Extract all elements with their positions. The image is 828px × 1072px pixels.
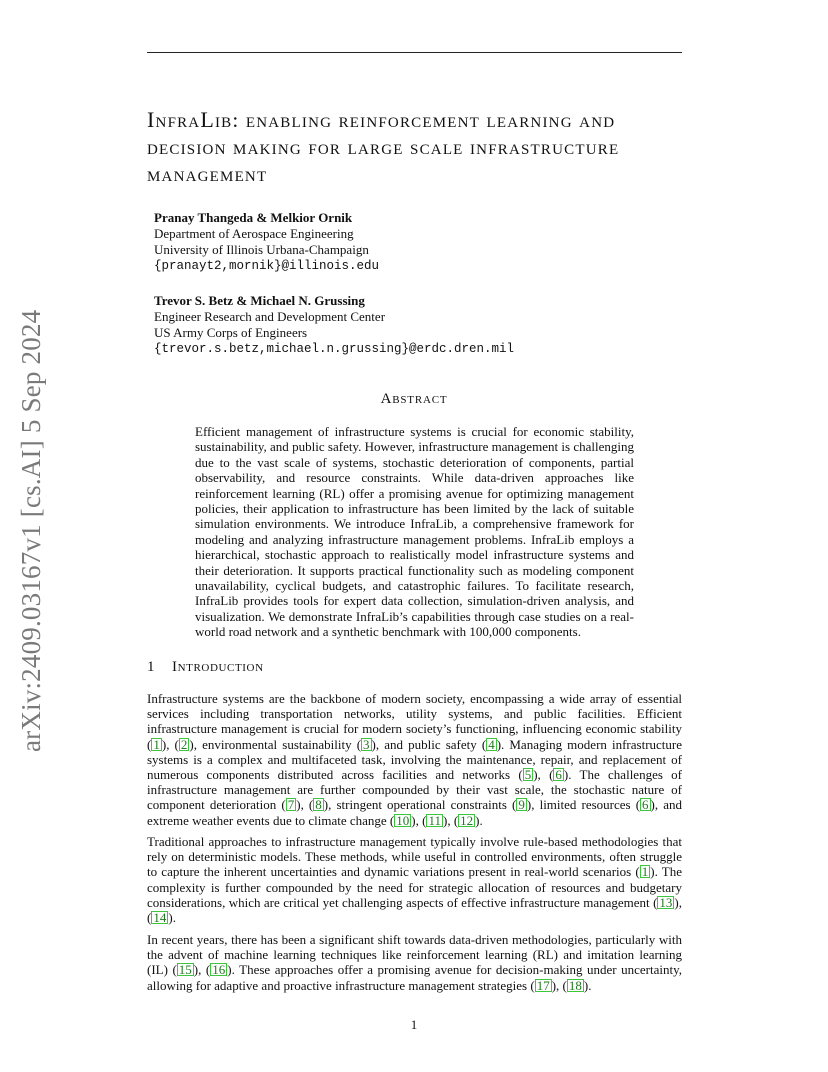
author-inst: US Army Corps of Engineers xyxy=(154,325,308,340)
author-email[interactable]: {trevor.s.betz,michael.n.grussing}@erdc.dren.mil xyxy=(154,342,515,356)
author-dept: Engineer Research and Development Center xyxy=(154,309,386,324)
citation-link[interactable]: 12 xyxy=(460,812,474,828)
author-block-2 xyxy=(154,293,514,357)
intro-paragraph-2: Traditional approaches to infrastructure management typically involve rule-based methodologies that rely on deterministic models. These methods, while useful in controlled environments, often struggle to capture the inherent uncertainties and dynamic variations present in real-world scenarios ( 1 ). The complexity is further compounded by the need for strategic allocation of resources and budgetary considerations, which are critical yet challenging aspects of effective infrastructure management ( 13 ), ( 14 ). xyxy=(147,834,682,926)
title-rest: enabling reinforcement learning and decision making for large scale infrastructure management xyxy=(147,108,620,186)
author-email[interactable]: {pranayt2,mornik}@illinois.edu xyxy=(154,259,380,273)
citation-link[interactable]: 1 xyxy=(153,736,160,752)
citation-link[interactable]: 11 xyxy=(428,812,441,828)
author-block-1 xyxy=(154,210,379,274)
author-inst: University of Illinois Urbana-Champaign xyxy=(154,242,369,257)
title-cap-i: I xyxy=(147,107,156,132)
citation-link[interactable]: 14 xyxy=(153,910,167,926)
citation-link[interactable]: 4 xyxy=(488,736,495,752)
citation-link[interactable]: 9 xyxy=(518,797,525,813)
author-names: Pranay Thangeda & Melkior Ornik xyxy=(154,210,353,225)
citation-link[interactable]: 1 xyxy=(641,864,649,880)
title-cap-l: L xyxy=(200,107,215,132)
section-title: Introduction xyxy=(172,659,264,675)
arxiv-stamp[interactable]: arXiv:2409.03167v1 [cs.AI] 5 Sep 2024 xyxy=(16,309,46,752)
citation-link[interactable]: 16 xyxy=(212,962,226,978)
author-dept: Department of Aerospace Engineering xyxy=(154,226,354,241)
citation-link[interactable]: 6 xyxy=(555,767,562,783)
top-rule xyxy=(147,52,682,53)
citation-link[interactable]: 5 xyxy=(524,767,532,783)
citation-link[interactable]: 6 xyxy=(642,797,649,813)
citation-link[interactable]: 10 xyxy=(396,812,410,828)
citation-link[interactable]: 8 xyxy=(315,797,322,813)
title-rest-i: nfra xyxy=(155,108,201,132)
citation-link[interactable]: 13 xyxy=(659,894,673,910)
author-names: Trevor S. Betz & Michael N. Grussing xyxy=(154,293,365,308)
abstract-text: Efficient management of infrastructure systems is crucial for economic stability, sustainability, and public safety. However, infrastructure management is challenging due to the vast scale of systems, stochastic deterioration of components, partial observability, and resource constraints. While data-driven approaches like reinforcement learning (RL) offer a promising avenue for optimizing management policies, their application to infrastructure has been limited by the lack of suitable simulation environments. We introduce InfraLib, a comprehensive framework for modeling and analyzing infrastructure management problems. InfraLib employs a hierarchical, stochastic approach to realistically model infrastructure systems and their deterioration. It supports practical functionality such as modeling component unavailability, cyclical budgets, and catastrophic failures. To facilitate research, InfraLib provides tools for expert data collection, simulation-driven analysis, and visualization. We demonstrate InfraLib’s capabilities through case studies on a real-world road network and a synthetic benchmark with 100,000 components. xyxy=(195,424,634,640)
citation-link[interactable]: 15 xyxy=(178,962,192,978)
intro-paragraph-3: In recent years, there has been a significant shift towards data-driven methodologies, particularly with the advent of machine learning techniques like reinforcement learning (RL) and imitation learning (IL) ( 15 ), ( 16 ). These approaches offer a promising avenue for decision-making under uncertainty, allowing for adaptive and proactive infrastructure management strategies ( 17 ), ( 18 ). xyxy=(147,932,682,993)
citation-link[interactable]: 3 xyxy=(363,736,370,752)
page-number: 1 xyxy=(410,1017,418,1032)
citation-link[interactable]: 17 xyxy=(536,977,550,993)
intro-paragraph-1: Infrastructure systems are the backbone of modern society, encompassing a wide array of essential services including transportation networks, utility systems, and public facilities. Efficient infrastructure management is crucial for modern society’s functioning, influencing economic stability ( 1 ), ( 2 ), environmental sustainability ( 3 ), and public safety ( 4 ). Managing modern infrastructure systems is a complex and multifaceted task, involving the maintenance, repair, and replacement of numerous components distributed across facilities and networks ( 5 ), ( 6 ). The challenges of infrastructure management are further compounded by their vast scale, the stochastic nature of component deterioration ( 7 ), ( 8 ), stringent operational constraints ( 9 ), limited resources ( 6 ), and extreme weather events due to climate change ( 10 ), ( 11 ), ( 12 ). xyxy=(147,691,683,828)
citation-link[interactable]: 2 xyxy=(180,736,188,752)
section-heading xyxy=(147,659,264,676)
title-rest-l: ib: xyxy=(214,108,240,132)
abstract-heading: Abstract xyxy=(380,391,448,407)
citation-link[interactable]: 18 xyxy=(568,977,582,993)
citation-link[interactable]: 7 xyxy=(287,797,295,813)
section-number: 1 xyxy=(147,659,156,675)
paper-title xyxy=(147,106,687,188)
